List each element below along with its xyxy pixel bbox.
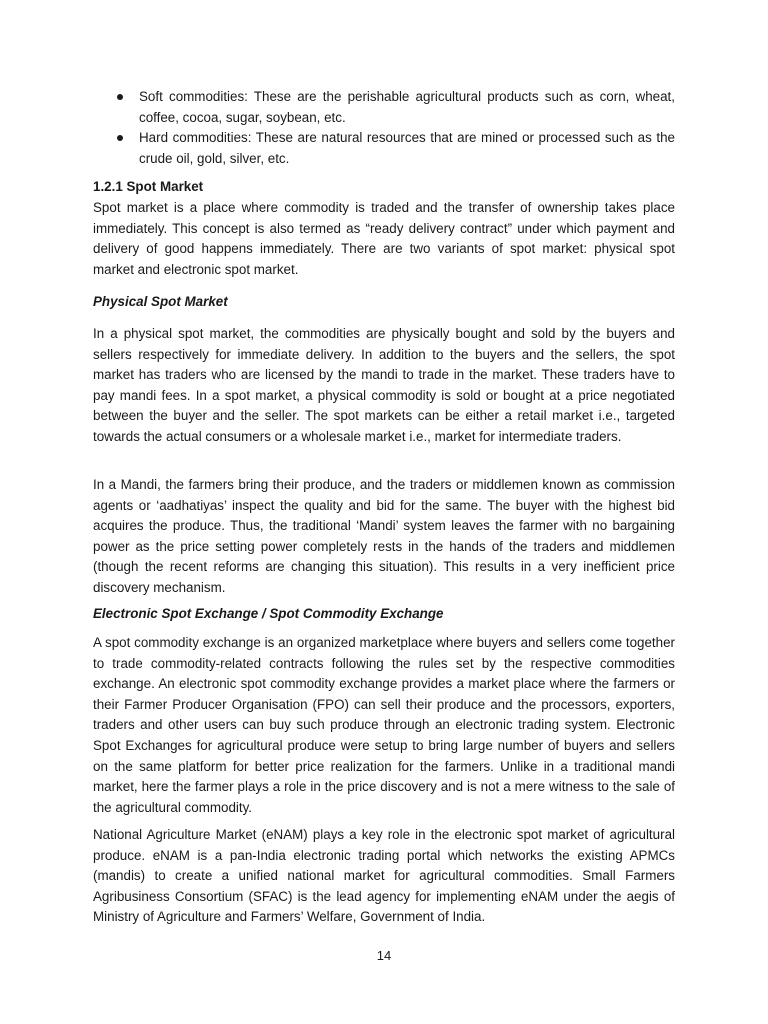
commodity-bullet-list [93,87,675,169]
bullet-text: Hard commodities: These are natural resources that are mined or processed such as the crude oil, gold, silver, etc. [139,130,675,166]
section-heading: 1.2.1 Spot Market [93,179,204,194]
bullet-item-soft [93,87,675,128]
bullet-dot-icon [117,135,123,141]
physical-paragraph-2: In a Mandi, the farmers bring their produce, and the traders or middlemen known as commission agents or ‘aadhatiyas’ inspect the quality and bid for the same. The buyer with the highest bid acquires the produce. Thus, the traditional ‘Mandi’ system leaves the farmer with no bargaining power as the price setting power completely rests in the hands of the traders and middlemen (though the recent reforms are changing this situation). This results in a very inefficient price discovery mechanism. [93,477,675,595]
physical-paragraph-1: In a physical spot market, the commodities are physically bought and sold by the buyers and sellers respectively for immediate delivery. In addition to the buyers and the sellers, the spot market has traders who are licensed by the mandi to trade in the market. These traders have to pay mandi fees. In a spot market, a physical commodity is sold or bought at a price negotiated between the buyer and the seller. The spot markets can be either a retail market i.e., targeted towards the actual consumers or a wholesale market i.e., market for intermediate traders. [93,326,675,444]
bullet-dot-icon [117,94,123,100]
bullet-item-hard [93,128,675,169]
physical-spot-market-heading: Physical Spot Market [93,294,228,309]
electronic-paragraph-1: A spot commodity exchange is an organized marketplace where buyers and sellers come together to trade commodity-related contracts following the rules set by the respective commodities exchange. An electronic spot commodity exchange provides a market place where the farmers or their Farmer Producer Organisation (FPO) can sell their produce and the processors, exporters, traders and other users can buy such produce through an electronic trading system. Electronic Spot Exchanges for agricultural produce were setup to bring large number of buyers and sellers on the same platform for better price realization for the farmers. Unlike in a traditional mandi market, here the farmer plays a role in the price discovery and is not a mere witness to the sale of the agricultural commodity. [93,635,675,815]
bullet-text: Soft commodities: These are the perishable agricultural products such as corn, wheat, coffee, cocoa, sugar, soybean, etc. [139,89,675,125]
electronic-exchange-heading: Electronic Spot Exchange / Spot Commodity Exchange [93,606,444,621]
page-number: 14 [376,948,392,963]
electronic-paragraph-2: National Agriculture Market (eNAM) plays a key role in the electronic spot market of agricultural produce. eNAM is a pan-India electronic trading portal which networks the existing APMCs (mandis) to create a unified national market for agricultural commodities. Small Farmers Agribusiness Consortium (SFAC) is the lead agency for implementing eNAM under the aegis of Ministry of Agriculture and Farmers’ Welfare, Government of India. [93,827,675,925]
section-intro-paragraph: Spot market is a place where commodity is traded and the transfer of ownership takes place immediately. This concept is also termed as “ready delivery contract” under which payment and delivery of good happens immediately. There are two variants of spot market: physical spot market and electronic spot market. [93,200,675,277]
